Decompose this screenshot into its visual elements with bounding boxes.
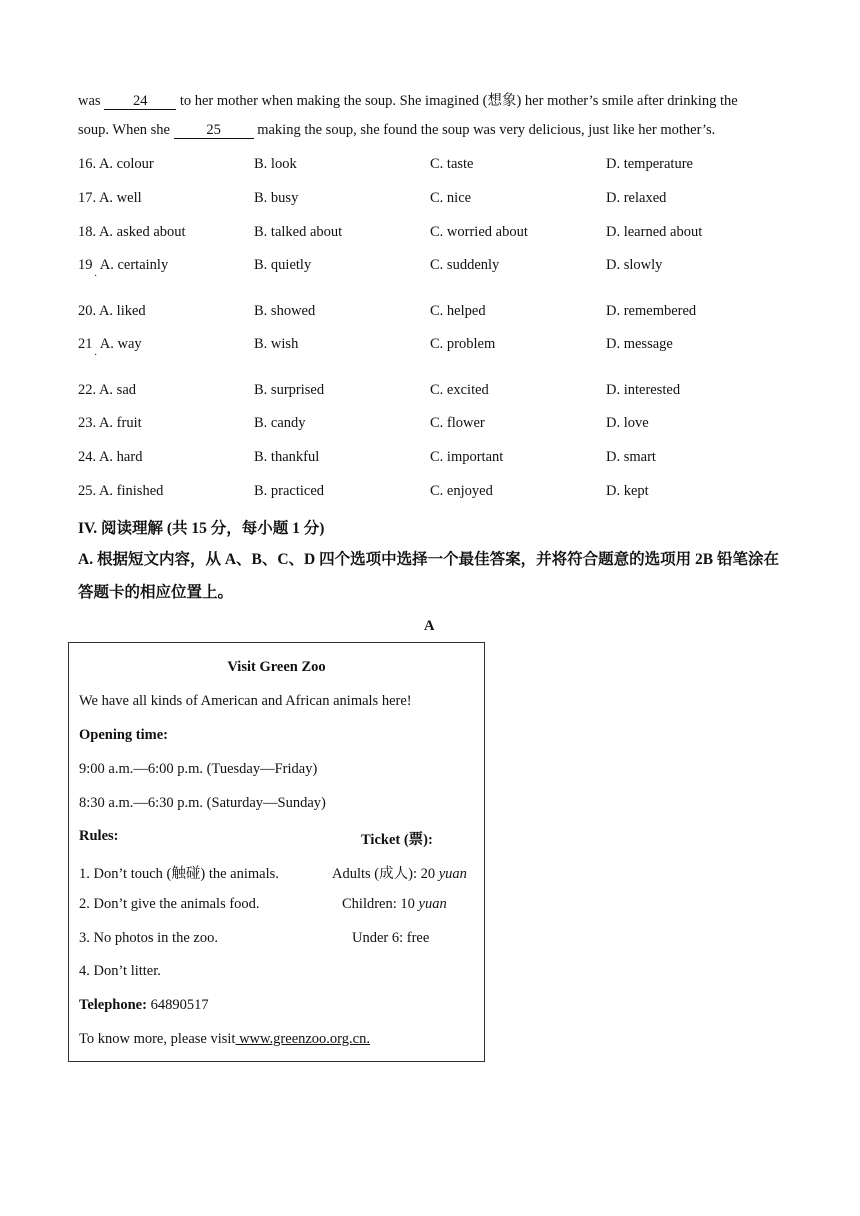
option-d: D. slowly xyxy=(606,257,663,273)
ticket-under6: Under 6: free xyxy=(352,930,430,946)
question-row xyxy=(78,257,778,282)
option-a: 16. A. colour xyxy=(78,156,154,172)
rule-item: 2. Don’t give the animals food. xyxy=(79,896,260,912)
option-a: 23. A. fruit xyxy=(78,415,142,431)
rule-item: 3. No photos in the zoo. xyxy=(79,930,218,946)
option-a: 21 A. way xyxy=(78,336,142,352)
option-a: 24. A. hard xyxy=(78,449,143,465)
telephone-line xyxy=(79,997,209,1014)
ticket-children: Children: 10 yuan xyxy=(342,896,447,912)
notice-intro: We have all kinds of American and African animals here! xyxy=(79,693,412,709)
option-c: C. helped xyxy=(430,303,486,319)
option-d: D. love xyxy=(606,415,649,431)
passage-text: making the soup, she found the soup was very delicious, just like her mother’s. xyxy=(253,122,716,138)
question-row xyxy=(78,336,778,361)
question-row xyxy=(78,415,778,435)
option-a: 19 A. certainly xyxy=(78,257,169,273)
passage-line-1 xyxy=(78,89,738,110)
question-row xyxy=(78,483,778,503)
section-instruction: A. 根据短文内容，从 A、B、C、D 四个选项中选择一个最佳答案，并将符合题意的选项用 2B 铅笔涂在答题卡的相应位置上。 xyxy=(78,551,779,601)
option-c: C. flower xyxy=(430,415,485,431)
passage-text: to her mother when making the soup. She imagined (想象) her mother’s smile after drinking the xyxy=(176,93,738,109)
option-c: C. enjoyed xyxy=(430,483,493,499)
rules-label: Rules: xyxy=(79,828,119,844)
option-b: B. talked about xyxy=(254,224,343,240)
ticket-label: Ticket (票): xyxy=(361,832,433,848)
opening-time-label: Opening time: xyxy=(79,727,169,743)
option-b: B. quietly xyxy=(254,257,312,273)
option-b: B. busy xyxy=(254,190,299,206)
option-b: B. look xyxy=(254,156,297,172)
option-c: C. worried about xyxy=(430,224,528,240)
blank-25: 25 xyxy=(174,123,254,139)
question-row xyxy=(78,224,778,244)
option-b: B. candy xyxy=(254,415,306,431)
option-a: 22. A. sad xyxy=(78,382,137,398)
option-d: D. smart xyxy=(606,449,656,465)
rule-item: 1. Don’t touch (触碰) the animals. xyxy=(79,866,279,882)
option-a: 18. A. asked about xyxy=(78,224,186,240)
option-c: C. important xyxy=(430,449,504,465)
blank-24: 24 xyxy=(104,94,176,110)
passage-label: A xyxy=(424,618,435,634)
option-b: B. showed xyxy=(254,303,316,319)
hours-weekend: 8:30 a.m.—6:30 p.m. (Saturday—Sunday) xyxy=(79,795,326,811)
ticket-adults: Adults (成人): 20 yuan xyxy=(332,866,467,882)
telephone-label: Telephone: xyxy=(79,997,147,1013)
question-row xyxy=(78,449,778,469)
zoo-notice xyxy=(68,642,485,1062)
option-d: D. kept xyxy=(606,483,649,499)
hours-weekday: 9:00 a.m.—6:00 p.m. (Tuesday—Friday) xyxy=(79,761,318,777)
option-b: B. thankful xyxy=(254,449,320,465)
option-b: B. surprised xyxy=(254,382,325,398)
option-d: D. interested xyxy=(606,382,681,398)
option-c: C. taste xyxy=(430,156,474,172)
dot-mark: · xyxy=(94,271,98,282)
option-a: 17. A. well xyxy=(78,190,142,206)
option-a: 25. A. finished xyxy=(78,483,164,499)
dot-mark: · xyxy=(94,350,98,361)
option-c: C. nice xyxy=(430,190,472,206)
option-a: 20. A. liked xyxy=(78,303,146,319)
option-d: D. message xyxy=(606,336,673,352)
rule-item: 4. Don’t litter. xyxy=(79,963,161,979)
option-b: B. practiced xyxy=(254,483,325,499)
telephone-number: 64890517 xyxy=(146,997,209,1013)
passage-text: soup. When she xyxy=(78,122,174,138)
option-d: D. learned about xyxy=(606,224,703,240)
section-heading: IV. 阅读理解 (共 15 分，每小题 1 分) xyxy=(78,520,325,537)
website-line: To know more, please visit www.greenzoo.org.cn. xyxy=(79,1031,370,1047)
option-d: D. temperature xyxy=(606,156,693,172)
option-d: D. relaxed xyxy=(606,190,667,206)
option-d: D. remembered xyxy=(606,303,697,319)
option-c: C. excited xyxy=(430,382,489,398)
question-row xyxy=(78,190,778,210)
website-link[interactable]: www.greenzoo.org.cn. xyxy=(235,1031,370,1047)
question-row xyxy=(78,303,778,323)
passage-text: was xyxy=(78,93,105,109)
question-row xyxy=(78,156,778,176)
notice-title: Visit Green Zoo xyxy=(227,659,326,675)
question-row xyxy=(78,382,778,402)
option-b: B. wish xyxy=(254,336,299,352)
passage-line-2 xyxy=(78,122,715,139)
option-c: C. problem xyxy=(430,336,496,352)
option-c: C. suddenly xyxy=(430,257,500,273)
